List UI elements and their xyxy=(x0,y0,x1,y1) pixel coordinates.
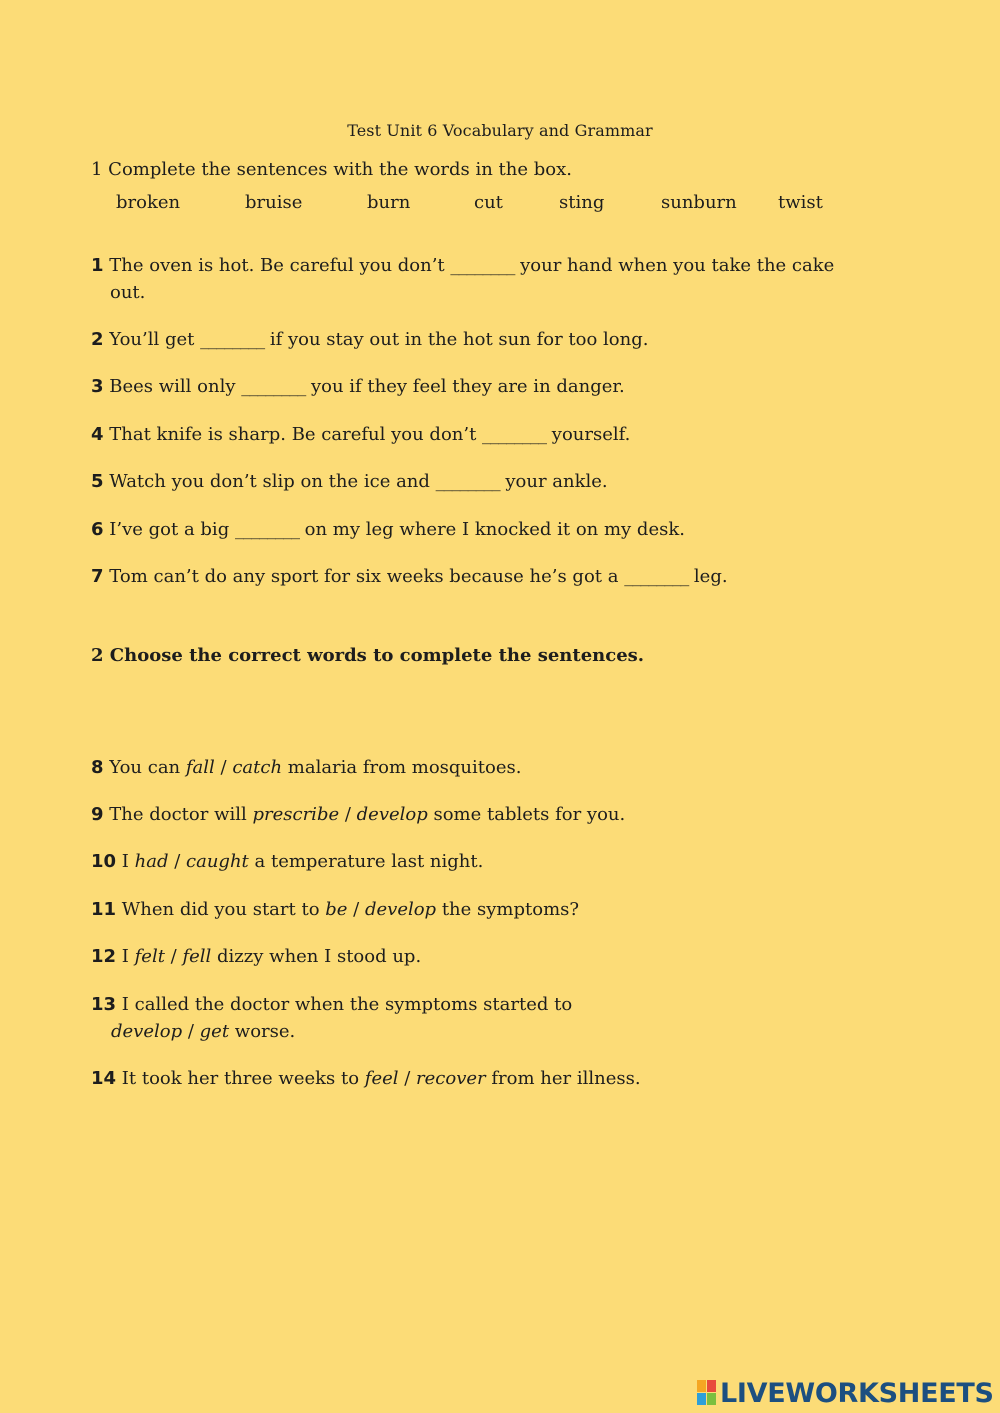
choice-separator: / xyxy=(347,899,365,920)
answer-blank[interactable]: ________ xyxy=(624,566,689,587)
question-text: worse. xyxy=(229,1021,296,1042)
word-box-item: sunburn xyxy=(661,192,737,213)
word-box-item: bruise xyxy=(245,192,303,213)
choice-option[interactable]: get xyxy=(199,1021,230,1042)
word-box xyxy=(0,192,1000,216)
question-10 xyxy=(91,848,921,875)
choice-option[interactable]: had xyxy=(134,851,169,872)
question-number: 11 xyxy=(91,899,117,920)
question-number: 7 xyxy=(91,566,104,587)
question-number: 2 xyxy=(91,329,104,350)
section1-instruction: 1 Complete the sentences with the words in the box. xyxy=(91,159,572,180)
question-9 xyxy=(91,801,921,828)
question-text: It took her three weeks to xyxy=(121,1068,365,1089)
question-text: the symptoms? xyxy=(436,899,580,920)
question-11 xyxy=(91,896,921,923)
answer-blank[interactable]: ________ xyxy=(200,329,265,350)
question-text: I called the doctor when the symptoms started to xyxy=(121,994,573,1015)
question-number: 3 xyxy=(91,376,104,397)
question-text: your hand when you take the cake xyxy=(514,255,835,276)
question-8 xyxy=(91,754,921,781)
choice-option[interactable]: develop xyxy=(111,1021,183,1042)
choice-option[interactable]: fell xyxy=(182,946,212,967)
word-box-item: broken xyxy=(116,192,181,213)
question-7 xyxy=(91,563,921,590)
question-number: 14 xyxy=(91,1068,117,1089)
question-13 xyxy=(91,991,921,1045)
word-box-item: sting xyxy=(559,192,605,213)
word-box-item: twist xyxy=(778,192,823,213)
question-continuation: out. xyxy=(110,282,146,303)
question-number: 13 xyxy=(91,994,117,1015)
answer-blank[interactable]: ________ xyxy=(435,471,500,492)
question-5 xyxy=(91,468,921,495)
liveworksheets-badge-icon xyxy=(697,1380,717,1406)
question-6 xyxy=(91,516,921,543)
question-text: I xyxy=(121,851,135,872)
answer-blank[interactable]: ________ xyxy=(234,519,299,540)
question-text: I xyxy=(121,946,135,967)
question-3 xyxy=(91,373,921,400)
choice-option[interactable]: felt xyxy=(134,946,165,967)
question-text: leg. xyxy=(688,566,728,587)
question-14 xyxy=(91,1065,921,1092)
question-number: 6 xyxy=(91,519,104,540)
question-text: When did you start to xyxy=(121,899,326,920)
question-text: Bees will only xyxy=(109,376,242,397)
choice-option[interactable]: develop xyxy=(356,804,428,825)
choice-option[interactable]: caught xyxy=(186,851,249,872)
choice-separator: / xyxy=(168,851,187,872)
question-number: 12 xyxy=(91,946,117,967)
liveworksheets-logo[interactable] xyxy=(697,1378,994,1408)
question-number: 8 xyxy=(91,757,104,778)
page-title: Test Unit 6 Vocabulary and Grammar xyxy=(347,121,653,140)
answer-blank[interactable]: ________ xyxy=(450,255,515,276)
choice-separator: / xyxy=(214,757,233,778)
question-text: you if they feel they are in danger. xyxy=(305,376,625,397)
choice-separator: / xyxy=(339,804,357,825)
choice-separator: / xyxy=(182,1021,200,1042)
question-4 xyxy=(91,421,921,448)
choice-separator: / xyxy=(164,946,183,967)
question-1 xyxy=(91,252,921,306)
question-text: The doctor will xyxy=(109,804,253,825)
question-text: if you stay out in the hot sun for too long. xyxy=(264,329,649,350)
question-text: your ankle. xyxy=(499,471,608,492)
choice-separator: / xyxy=(398,1068,417,1089)
answer-blank[interactable]: ________ xyxy=(482,424,547,445)
question-number: 1 xyxy=(91,255,104,276)
answer-blank[interactable]: ________ xyxy=(241,376,306,397)
question-continuation xyxy=(91,1018,921,1045)
question-text: You can xyxy=(109,757,186,778)
question-number: 4 xyxy=(91,424,104,445)
choice-option[interactable]: catch xyxy=(232,757,283,778)
question-text: I’ve got a big xyxy=(109,519,235,540)
question-text: You’ll get xyxy=(109,329,201,350)
question-text: The oven is hot. Be careful you don’t xyxy=(109,255,451,276)
question-text: That knife is sharp. Be careful you don’t xyxy=(109,424,483,445)
question-text: Tom can’t do any sport for six weeks because he’s got a xyxy=(109,566,625,587)
question-text: yourself. xyxy=(546,424,631,445)
question-number: 10 xyxy=(91,851,117,872)
word-box-item: burn xyxy=(367,192,411,213)
logo-text: LIVEWORKSHEETS xyxy=(720,1377,994,1409)
question-text: a temperature last night. xyxy=(248,851,484,872)
choice-option[interactable]: feel xyxy=(364,1068,399,1089)
word-box-item: cut xyxy=(474,192,503,213)
question-text: malaria from mosquitoes. xyxy=(282,757,522,778)
question-text: from her illness. xyxy=(485,1068,641,1089)
question-number: 5 xyxy=(91,471,104,492)
section2-instruction: 2 Choose the correct words to complete the sentences. xyxy=(91,645,645,666)
question-number: 9 xyxy=(91,804,104,825)
choice-option[interactable]: recover xyxy=(416,1068,486,1089)
question-text: some tablets for you. xyxy=(427,804,626,825)
choice-option[interactable]: fall xyxy=(185,757,215,778)
question-text: dizzy when I stood up. xyxy=(211,946,422,967)
choice-option[interactable]: prescribe xyxy=(252,804,340,825)
question-text: Watch you don’t slip on the ice and xyxy=(109,471,436,492)
question-2 xyxy=(91,326,921,353)
choice-option[interactable]: be xyxy=(325,899,348,920)
question-text: on my leg where I knocked it on my desk. xyxy=(298,519,685,540)
choice-option[interactable]: develop xyxy=(364,899,437,920)
question-12 xyxy=(91,943,921,970)
